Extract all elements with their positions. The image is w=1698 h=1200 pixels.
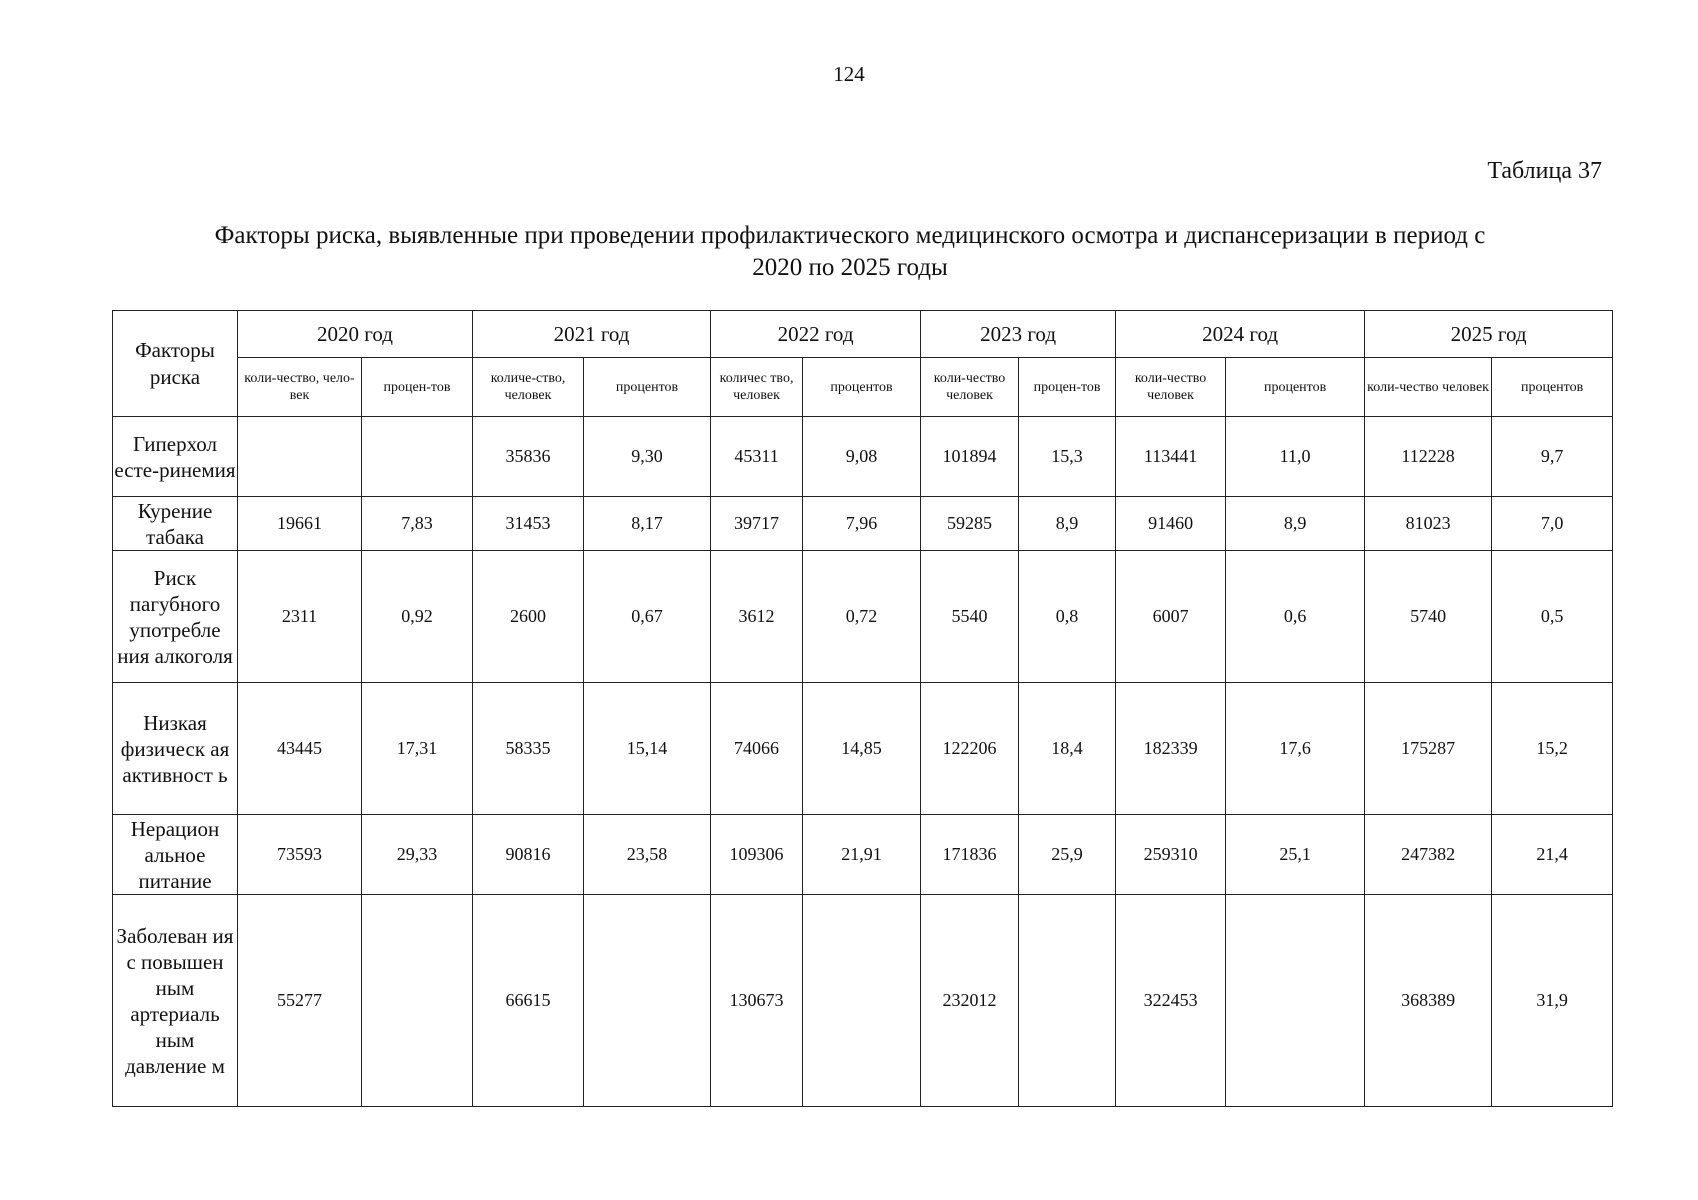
- value-cell: 9,7: [1492, 417, 1613, 497]
- year-header: 2025 год: [1365, 311, 1613, 358]
- value-cell: 17,31: [362, 683, 473, 815]
- value-cell: [362, 895, 473, 1107]
- value-cell: 247382: [1365, 815, 1492, 895]
- value-cell: 7,0: [1492, 497, 1613, 551]
- factor-column-header: Факторы риска: [113, 311, 238, 417]
- value-cell: 66615: [473, 895, 584, 1107]
- value-cell: 0,72: [803, 551, 921, 683]
- table-row: [113, 497, 1613, 551]
- value-cell: 8,9: [1226, 497, 1365, 551]
- value-cell: 232012: [921, 895, 1019, 1107]
- value-cell: 3612: [711, 551, 803, 683]
- factor-name: Риск пагубного употребле ния алкоголя: [113, 551, 238, 683]
- value-cell: [584, 895, 711, 1107]
- factor-name: Нерацион альное питание: [113, 815, 238, 895]
- subheader-count: коли-чество человек: [921, 358, 1019, 417]
- subheader-count: количес тво, человек: [711, 358, 803, 417]
- subheader-row: [113, 358, 1613, 417]
- value-cell: 101894: [921, 417, 1019, 497]
- value-cell: [803, 895, 921, 1107]
- value-cell: 25,1: [1226, 815, 1365, 895]
- value-cell: 55277: [238, 895, 362, 1107]
- value-cell: 175287: [1365, 683, 1492, 815]
- risk-factors-table: [112, 310, 1613, 1107]
- value-cell: [1226, 895, 1365, 1107]
- year-header: 2021 год: [473, 311, 711, 358]
- value-cell: 15,14: [584, 683, 711, 815]
- value-cell: 21,4: [1492, 815, 1613, 895]
- value-cell: 14,85: [803, 683, 921, 815]
- value-cell: 9,08: [803, 417, 921, 497]
- value-cell: 19661: [238, 497, 362, 551]
- subheader-percent: процен-тов: [362, 358, 473, 417]
- page-number: 124: [833, 62, 865, 86]
- value-cell: 74066: [711, 683, 803, 815]
- value-cell: 5540: [921, 551, 1019, 683]
- table-row: [113, 895, 1613, 1107]
- year-header: 2020 год: [238, 311, 473, 358]
- value-cell: 113441: [1116, 417, 1226, 497]
- value-cell: 7,83: [362, 497, 473, 551]
- value-cell: [362, 417, 473, 497]
- table-row: [113, 417, 1613, 497]
- value-cell: 29,33: [362, 815, 473, 895]
- value-cell: 109306: [711, 815, 803, 895]
- subheader-count: количе-ство, человек: [473, 358, 584, 417]
- value-cell: 31,9: [1492, 895, 1613, 1107]
- subheader-percent: процентов: [1492, 358, 1613, 417]
- value-cell: 17,6: [1226, 683, 1365, 815]
- year-header: 2022 год: [711, 311, 921, 358]
- value-cell: 0,6: [1226, 551, 1365, 683]
- value-cell: 122206: [921, 683, 1019, 815]
- value-cell: 15,2: [1492, 683, 1613, 815]
- value-cell: [1019, 895, 1116, 1107]
- value-cell: 0,67: [584, 551, 711, 683]
- subheader-percent: процентов: [584, 358, 711, 417]
- value-cell: 21,91: [803, 815, 921, 895]
- subheader-count: коли-чество, чело-век: [238, 358, 362, 417]
- factor-name: Курение табака: [113, 497, 238, 551]
- value-cell: 25,9: [1019, 815, 1116, 895]
- factor-name: Гиперхол есте-ринемия: [113, 417, 238, 497]
- table-label: Таблица 37: [1487, 158, 1602, 184]
- value-cell: [238, 417, 362, 497]
- value-cell: 23,58: [584, 815, 711, 895]
- value-cell: 90816: [473, 815, 584, 895]
- subheader-percent: процентов: [803, 358, 921, 417]
- value-cell: 5740: [1365, 551, 1492, 683]
- value-cell: 0,92: [362, 551, 473, 683]
- value-cell: 18,4: [1019, 683, 1116, 815]
- value-cell: 11,0: [1226, 417, 1365, 497]
- table-row: [113, 683, 1613, 815]
- year-header: 2024 год: [1116, 311, 1365, 358]
- value-cell: 112228: [1365, 417, 1492, 497]
- factor-name: Заболеван ия с повышен ным артериаль ным давление м: [113, 895, 238, 1107]
- value-cell: 58335: [473, 683, 584, 815]
- value-cell: 81023: [1365, 497, 1492, 551]
- value-cell: 39717: [711, 497, 803, 551]
- value-cell: 91460: [1116, 497, 1226, 551]
- value-cell: 8,17: [584, 497, 711, 551]
- value-cell: 45311: [711, 417, 803, 497]
- subheader-count: коли-чество человек: [1116, 358, 1226, 417]
- value-cell: 15,3: [1019, 417, 1116, 497]
- factor-name: Низкая физическ ая активност ь: [113, 683, 238, 815]
- value-cell: 43445: [238, 683, 362, 815]
- subheader-count: коли-чество человек: [1365, 358, 1492, 417]
- value-cell: 259310: [1116, 815, 1226, 895]
- value-cell: 7,96: [803, 497, 921, 551]
- year-header: 2023 год: [921, 311, 1116, 358]
- value-cell: 73593: [238, 815, 362, 895]
- value-cell: 0,5: [1492, 551, 1613, 683]
- value-cell: 9,30: [584, 417, 711, 497]
- value-cell: 35836: [473, 417, 584, 497]
- subheader-percent: процен-тов: [1019, 358, 1116, 417]
- value-cell: 171836: [921, 815, 1019, 895]
- subheader-percent: процентов: [1226, 358, 1365, 417]
- value-cell: 368389: [1365, 895, 1492, 1107]
- value-cell: 6007: [1116, 551, 1226, 683]
- value-cell: 31453: [473, 497, 584, 551]
- value-cell: 182339: [1116, 683, 1226, 815]
- table-row: [113, 815, 1613, 895]
- document-title: Факторы риска, выявленные при проведении профилактического медицинского осмотра и диспансеризации в период с 2020 по 2025 годы: [214, 222, 1486, 281]
- table-row: [113, 551, 1613, 683]
- value-cell: 130673: [711, 895, 803, 1107]
- value-cell: 8,9: [1019, 497, 1116, 551]
- value-cell: 2311: [238, 551, 362, 683]
- value-cell: 59285: [921, 497, 1019, 551]
- value-cell: 0,8: [1019, 551, 1116, 683]
- value-cell: 322453: [1116, 895, 1226, 1107]
- year-header-row: [113, 311, 1613, 358]
- value-cell: 2600: [473, 551, 584, 683]
